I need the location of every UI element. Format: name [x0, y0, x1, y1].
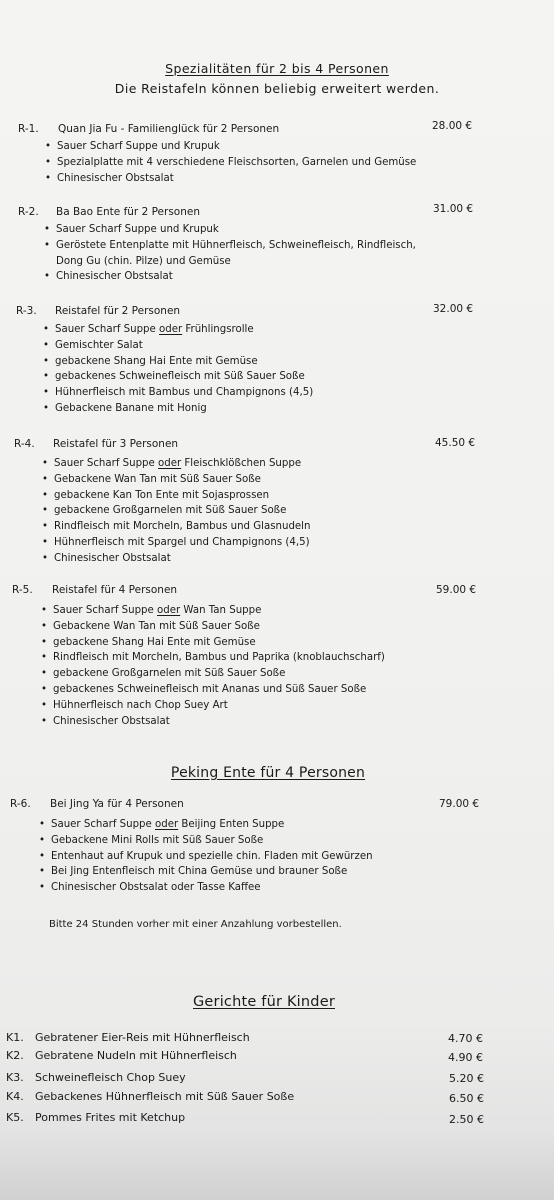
menu-item-text: gebackene Kan Ton Ente mit Sojasprossen [54, 489, 270, 501]
kids-price: 5.20 € [449, 1072, 484, 1085]
bullet-icon: • [42, 505, 49, 517]
menu-item [42, 551, 310, 567]
menu-item [42, 535, 310, 551]
menu-item-text: Bei Jing Entenfleisch mit China Gemüse und brauner Soße [51, 866, 348, 878]
menu-code: R-1. [18, 123, 39, 135]
menu-item [45, 155, 416, 171]
bullet-icon: • [43, 387, 50, 399]
menu-item-text: Wan Tan Suppe [180, 605, 262, 616]
bullet-icon: • [41, 636, 48, 648]
menu-item-text: Hühnerfleisch mit Bambus und Champignons (4,5) [55, 387, 314, 399]
menu-item [42, 503, 310, 519]
bullet-icon: • [41, 620, 48, 632]
menu-item [39, 833, 373, 849]
bullet-icon: • [42, 536, 49, 548]
bullet-icon: • [41, 668, 48, 680]
menu-item [42, 519, 310, 535]
menu-item [39, 880, 373, 896]
menu-item [41, 635, 385, 651]
menu-item [45, 171, 416, 187]
menu-item-or: oder [158, 458, 182, 469]
menu-item-text: Gebackene Wan Tan mit Süß Sauer Soße [54, 473, 261, 485]
menu-code: R-3. [16, 305, 37, 317]
menu-item-text: Chinesischer Obstsalat [57, 172, 174, 184]
menu-item [43, 338, 313, 354]
menu-price: 79.00 € [439, 798, 480, 810]
kids-name: Gebratener Eier-Reis mit Hühnerfleisch [35, 1031, 250, 1044]
menu-item-or: oder [157, 605, 181, 616]
bullet-icon: • [39, 882, 46, 894]
bullet-icon: • [42, 489, 49, 501]
menu-title: Reistafel für 2 Personen [55, 305, 181, 317]
bullet-icon: • [44, 271, 51, 283]
bullet-icon: • [45, 156, 52, 168]
menu-price: 59.00 € [436, 584, 477, 596]
bullet-icon: • [42, 552, 49, 564]
menu-item [42, 456, 310, 472]
bullet-icon: • [44, 224, 51, 235]
bullet-icon: • [42, 458, 49, 469]
menu-price: 45.50 € [435, 437, 476, 449]
menu-item-text: Gebackene Mini Rolls mit Süß Sauer Soße [51, 834, 264, 846]
menu-item [41, 650, 385, 666]
kids-price: 6.50 € [449, 1092, 484, 1105]
menu-item-text: Chinesischer Obstsalat oder Tasse Kaffee [51, 882, 261, 894]
menu-item [43, 322, 313, 338]
bullet-icon: • [43, 402, 50, 414]
menu-item-text: gebackene Shang Hai Ente mit Gemüse [55, 355, 258, 367]
bullet-icon: • [42, 473, 49, 485]
menu-item [44, 222, 416, 238]
section-title-peking: Peking Ente für 4 Personen [170, 765, 366, 781]
menu-item-text: Fleischklößchen Suppe [181, 458, 302, 469]
bullet-icon: • [41, 683, 48, 695]
menu-item [41, 682, 385, 698]
preorder-note: Bitte 24 Stunden vorher mit einer Anzahlung vorbestellen. [49, 919, 342, 930]
menu-item [39, 864, 373, 880]
menu-item-text: Rindfleisch mit Morcheln, Bambus und Paprika (knoblauchscharf) [53, 652, 385, 664]
menu-item-text: Frühlingsrolle [182, 324, 254, 335]
menu-items [42, 456, 310, 567]
menu-item-text: Gebackene Wan Tan mit Süß Sauer Soße [53, 620, 260, 632]
menu-item [41, 666, 385, 682]
section-title-specialties: Spezialitäten für 2 bis 4 Personen [165, 61, 389, 76]
menu-item-text: gebackenes Schweinefleisch mit Ananas und Süß Sauer Soße [53, 683, 367, 695]
bullet-icon: • [44, 239, 51, 251]
bullet-icon: • [41, 715, 48, 727]
menu-code: R-5. [12, 584, 33, 596]
menu-item-or: oder [159, 324, 183, 335]
menu-code: R-4. [14, 438, 35, 450]
section-title-kids: Gerichte für Kinder [192, 994, 335, 1010]
menu-price: 28.00 € [432, 120, 473, 132]
kids-price: 4.90 € [448, 1051, 483, 1064]
kids-code: K4. [6, 1090, 24, 1103]
menu-item [41, 714, 385, 730]
menu-items [39, 817, 373, 896]
menu-item [41, 619, 385, 635]
menu-item [39, 817, 373, 833]
menu-item [41, 603, 385, 619]
menu-item-text: Beijing Enten Suppe [178, 819, 285, 830]
menu-item [45, 139, 416, 155]
kids-name: Gebackenes Hühnerfleisch mit Süß Sauer Soße [35, 1090, 295, 1103]
bullet-icon: • [43, 355, 50, 367]
kids-price: 2.50 € [449, 1113, 484, 1126]
kids-price: 4.70 € [448, 1032, 483, 1045]
kids-code: K5. [6, 1111, 24, 1124]
menu-item-text: Sauer Scharf Suppe [51, 819, 156, 830]
menu-items [44, 222, 416, 285]
menu-item-text: Entenhaut auf Krupuk und spezielle chin. Fladen mit Gewürzen [51, 850, 373, 862]
menu-item [44, 238, 416, 254]
menu-title: Reistafel für 4 Personen [52, 584, 178, 596]
kids-code: K2. [6, 1049, 24, 1062]
menu-item [43, 369, 313, 385]
menu-code: R-6. [10, 798, 31, 810]
menu-price: 32.00 € [433, 303, 474, 315]
menu-item-text: gebackene Shang Hai Ente mit Gemüse [53, 636, 256, 648]
menu-item-text: Chinesischer Obstsalat [54, 552, 171, 564]
menu-item [43, 385, 313, 401]
menu-item-or: oder [155, 819, 179, 830]
bullet-icon: • [45, 172, 52, 184]
menu-item [39, 849, 373, 865]
menu-item-text: Hühnerfleisch nach Chop Suey Art [53, 699, 228, 711]
menu-item [44, 254, 416, 270]
bullet-icon: • [39, 866, 46, 878]
menu-item-text: Chinesischer Obstsalat [53, 715, 170, 727]
bullet-icon: • [39, 834, 46, 846]
bullet-icon: • [39, 819, 46, 830]
menu-item-text: gebackenes Schweinefleisch mit Süß Sauer Soße [55, 371, 305, 383]
menu-item [43, 401, 313, 417]
menu-item-text: Sauer Scharf Suppe [54, 458, 159, 469]
menu-items [45, 139, 416, 186]
menu-item-text: Gebackene Banane mit Honig [55, 402, 207, 414]
menu-item-text: Dong Gu (chin. Pilze) und Gemüse [56, 255, 231, 267]
menu-item-text: Chinesischer Obstsalat [56, 271, 173, 283]
bullet-icon: • [39, 850, 46, 862]
bullet-icon: • [43, 324, 50, 335]
menu-item-text: Geröstete Entenplatte mit Hühnerfleisch, Schweinefleisch, Rindfleisch, [56, 239, 416, 251]
menu-item-text: Rindfleisch mit Morcheln, Bambus und Glasnudeln [54, 521, 311, 533]
kids-name: Pommes Frites mit Ketchup [35, 1111, 186, 1124]
menu-item-text: Spezialplatte mit 4 verschiedene Fleischsorten, Garnelen und Gemüse [57, 156, 417, 168]
page-shadow [0, 1130, 554, 1200]
kids-code: K3. [6, 1071, 24, 1084]
menu-item [43, 354, 313, 370]
kids-name: Schweinefleisch Chop Suey [35, 1071, 186, 1084]
bullet-icon: • [43, 339, 50, 351]
menu-item [42, 472, 310, 488]
bullet-icon: • [41, 699, 48, 711]
menu-price: 31.00 € [433, 203, 474, 215]
kids-code: K1. [6, 1031, 24, 1044]
bullet-icon: • [45, 141, 52, 152]
menu-item-text: Sauer Scharf Suppe [53, 605, 158, 616]
menu-item-text: Sauer Scharf Suppe und Krupuk [57, 141, 220, 152]
menu-items [41, 603, 385, 729]
bullet-icon: • [42, 521, 49, 533]
menu-item-text: Sauer Scharf Suppe [55, 324, 160, 335]
menu-item-text: gebackene Großgarnelen mit Süß Sauer Soße [54, 505, 287, 517]
section-subtitle: Die Reistafeln können beliebig erweitert werden. [114, 81, 440, 96]
bullet-icon: • [41, 652, 48, 664]
menu-code: R-2. [18, 206, 39, 218]
menu-title: Bei Jing Ya für 4 Personen [50, 798, 184, 810]
kids-name: Gebratene Nudeln mit Hühnerfleisch [35, 1049, 237, 1062]
menu-item [42, 488, 310, 504]
menu-title: Ba Bao Ente für 2 Personen [56, 206, 201, 218]
menu-item-text: Sauer Scharf Suppe und Krupuk [56, 224, 219, 235]
bullet-icon: • [43, 371, 50, 383]
menu-item [44, 269, 416, 285]
menu-items [43, 322, 313, 417]
menu-item-text: gebackene Großgarnelen mit Süß Sauer Soße [53, 668, 286, 680]
menu-title: Quan Jia Fu - Familienglück für 2 Personen [58, 123, 280, 135]
menu-item [41, 698, 385, 714]
menu-item-text: Hühnerfleisch mit Spargel und Champignons (4,5) [54, 536, 310, 548]
menu-title: Reistafel für 3 Personen [53, 438, 179, 450]
bullet-icon: • [41, 605, 48, 616]
menu-item-text: Gemischter Salat [55, 339, 143, 351]
